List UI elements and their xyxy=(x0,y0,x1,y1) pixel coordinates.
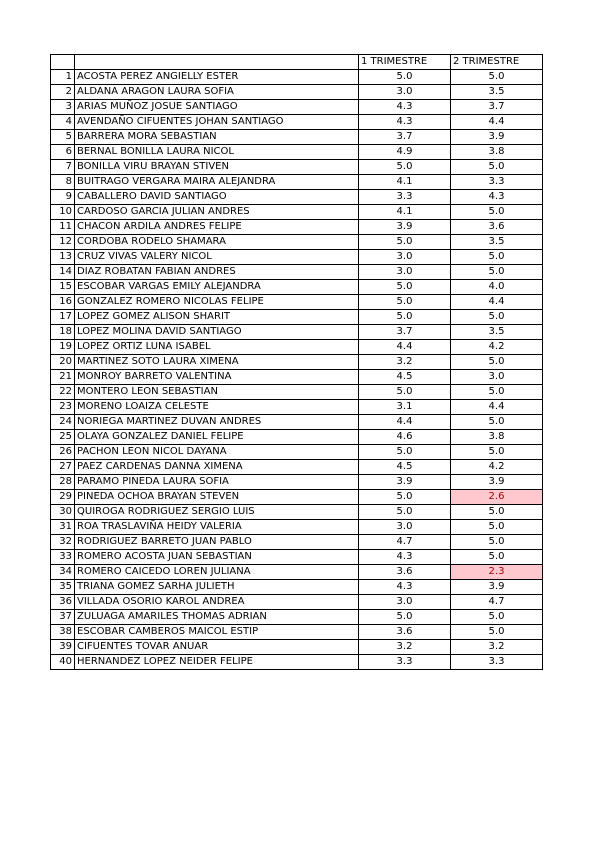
student-name-cell[interactable]: TRIANA GOMEZ SARHA JULIETH xyxy=(75,580,359,595)
trimestre-2-grade-cell[interactable]: 4.2 xyxy=(451,460,543,475)
header-cell-trimestre-2[interactable]: 2 TRIMESTRE xyxy=(451,55,543,70)
trimestre-1-grade-cell[interactable]: 3.7 xyxy=(359,325,451,340)
trimestre-2-grade-cell[interactable]: 5.0 xyxy=(451,445,543,460)
table-row xyxy=(51,475,543,490)
student-name-cell[interactable]: ZULUAGA AMARILES THOMAS ADRIAN xyxy=(75,610,359,625)
trimestre-2-grade-cell[interactable]: 5.0 xyxy=(451,385,543,400)
trimestre-1-grade-cell[interactable]: 3.2 xyxy=(359,355,451,370)
trimestre-1-grade-cell[interactable]: 5.0 xyxy=(359,235,451,250)
trimestre-2-grade-cell[interactable]: 4.3 xyxy=(451,190,543,205)
trimestre-1-grade-cell[interactable]: 3.2 xyxy=(359,640,451,655)
trimestre-1-grade-cell[interactable]: 3.6 xyxy=(359,565,451,580)
row-number-cell[interactable]: 15 xyxy=(51,280,75,295)
table-row xyxy=(51,400,543,415)
row-number-cell[interactable]: 33 xyxy=(51,550,75,565)
row-number-cell[interactable]: 35 xyxy=(51,580,75,595)
trimestre-2-grade-cell[interactable]: 3.2 xyxy=(451,640,543,655)
row-number-cell[interactable]: 34 xyxy=(51,565,75,580)
table-row xyxy=(51,640,543,655)
trimestre-1-grade-cell[interactable]: 4.3 xyxy=(359,115,451,130)
student-name-cell[interactable]: MONROY BARRETO VALENTINA xyxy=(75,370,359,385)
row-number-cell[interactable]: 21 xyxy=(51,370,75,385)
table-row xyxy=(51,130,543,145)
row-number-cell[interactable]: 7 xyxy=(51,160,75,175)
trimestre-2-grade-cell[interactable]: 4.7 xyxy=(451,595,543,610)
trimestre-2-grade-cell[interactable]: 3.8 xyxy=(451,145,543,160)
trimestre-1-grade-cell[interactable]: 5.0 xyxy=(359,310,451,325)
student-name-cell[interactable]: ALDANA ARAGON LAURA SOFIA xyxy=(75,85,359,100)
table-row xyxy=(51,595,543,610)
trimestre-1-grade-cell[interactable]: 3.0 xyxy=(359,250,451,265)
row-number-cell[interactable]: 18 xyxy=(51,325,75,340)
trimestre-1-grade-cell[interactable]: 5.0 xyxy=(359,610,451,625)
student-name-cell[interactable]: HERNANDEZ LOPEZ NEIDER FELIPE xyxy=(75,655,359,670)
trimestre-2-grade-cell[interactable]: 3.9 xyxy=(451,130,543,145)
trimestre-1-grade-cell[interactable]: 3.0 xyxy=(359,520,451,535)
table-row xyxy=(51,310,543,325)
trimestre-2-grade-cell[interactable]: 4.0 xyxy=(451,280,543,295)
trimestre-1-grade-cell[interactable]: 3.0 xyxy=(359,85,451,100)
table-row xyxy=(51,535,543,550)
trimestre-2-grade-cell[interactable]: 3.3 xyxy=(451,175,543,190)
row-number-cell[interactable]: 20 xyxy=(51,355,75,370)
trimestre-1-grade-cell[interactable]: 4.5 xyxy=(359,370,451,385)
row-number-cell[interactable]: 1 xyxy=(51,70,75,85)
trimestre-1-grade-cell[interactable]: 4.9 xyxy=(359,145,451,160)
row-number-cell[interactable]: 2 xyxy=(51,85,75,100)
table-row xyxy=(51,625,543,640)
table-row xyxy=(51,460,543,475)
table-row xyxy=(51,205,543,220)
header-cell-trimestre-1[interactable]: 1 TRIMESTRE xyxy=(359,55,451,70)
student-name-cell[interactable]: ARIAS MUÑOZ JOSUE SANTIAGO xyxy=(75,100,359,115)
student-name-cell[interactable]: ESCOBAR VARGAS EMILY ALEJANDRA xyxy=(75,280,359,295)
trimestre-1-grade-cell[interactable]: 4.4 xyxy=(359,415,451,430)
student-name-cell[interactable]: PARAMO PINEDA LAURA SOFIA xyxy=(75,475,359,490)
student-name-cell[interactable]: CORDOBA RODELO SHAMARA xyxy=(75,235,359,250)
table-row xyxy=(51,115,543,130)
trimestre-2-grade-cell[interactable]: 4.2 xyxy=(451,340,543,355)
trimestre-1-grade-cell[interactable]: 5.0 xyxy=(359,490,451,505)
table-row xyxy=(51,280,543,295)
trimestre-2-grade-cell[interactable]: 3.8 xyxy=(451,430,543,445)
table-row xyxy=(51,145,543,160)
row-number-cell[interactable]: 13 xyxy=(51,250,75,265)
trimestre-1-grade-cell[interactable]: 3.9 xyxy=(359,475,451,490)
table-row xyxy=(51,610,543,625)
header-row xyxy=(51,55,543,70)
student-name-cell[interactable]: PACHON LEON NICOL DAYANA xyxy=(75,445,359,460)
trimestre-1-grade-cell[interactable]: 5.0 xyxy=(359,385,451,400)
trimestre-2-grade-cell[interactable]: 3.9 xyxy=(451,580,543,595)
trimestre-1-grade-cell[interactable]: 4.6 xyxy=(359,430,451,445)
trimestre-2-grade-cell[interactable]: 3.6 xyxy=(451,220,543,235)
trimestre-1-grade-cell[interactable]: 4.4 xyxy=(359,340,451,355)
trimestre-2-grade-cell[interactable]: 3.7 xyxy=(451,100,543,115)
trimestre-2-grade-cell[interactable]: 5.0 xyxy=(451,610,543,625)
table-row xyxy=(51,220,543,235)
table-row xyxy=(51,655,543,670)
student-name-cell[interactable]: MORENO LOAIZA CELESTE xyxy=(75,400,359,415)
table-row xyxy=(51,505,543,520)
row-number-cell[interactable]: 24 xyxy=(51,415,75,430)
student-name-cell[interactable]: AVENDAÑO CIFUENTES JOHAN SANTIAGO xyxy=(75,115,359,130)
student-name-cell[interactable]: QUIROGA RODRIGUEZ SERGIO LUIS xyxy=(75,505,359,520)
trimestre-1-grade-cell[interactable]: 4.1 xyxy=(359,175,451,190)
row-number-cell[interactable]: 32 xyxy=(51,535,75,550)
trimestre-2-grade-cell[interactable]: 3.3 xyxy=(451,655,543,670)
trimestre-1-grade-cell[interactable]: 5.0 xyxy=(359,280,451,295)
trimestre-2-grade-cell[interactable]: 3.0 xyxy=(451,370,543,385)
table-row xyxy=(51,565,543,580)
trimestre-1-grade-cell[interactable]: 5.0 xyxy=(359,295,451,310)
table-row xyxy=(51,70,543,85)
trimestre-1-grade-cell[interactable]: 4.7 xyxy=(359,535,451,550)
trimestre-2-grade-cell[interactable]: 5.0 xyxy=(451,520,543,535)
trimestre-2-grade-cell[interactable]: 4.4 xyxy=(451,400,543,415)
student-name-cell[interactable]: VILLADA OSORIO KAROL ANDREA xyxy=(75,595,359,610)
row-number-cell[interactable]: 14 xyxy=(51,265,75,280)
student-name-cell[interactable]: LOPEZ ORTIZ LUNA ISABEL xyxy=(75,340,359,355)
row-number-cell[interactable]: 22 xyxy=(51,385,75,400)
row-number-cell[interactable]: 23 xyxy=(51,400,75,415)
table-row xyxy=(51,190,543,205)
grades-table-body xyxy=(51,55,543,670)
row-number-cell[interactable]: 28 xyxy=(51,475,75,490)
table-row xyxy=(51,430,543,445)
row-number-cell[interactable]: 30 xyxy=(51,505,75,520)
trimestre-2-grade-cell[interactable]: 5.0 xyxy=(451,205,543,220)
trimestre-2-grade-cell[interactable]: 3.5 xyxy=(451,85,543,100)
row-number-cell[interactable]: 29 xyxy=(51,490,75,505)
table-row xyxy=(51,370,543,385)
trimestre-2-grade-cell[interactable]: 5.0 xyxy=(451,250,543,265)
trimestre-2-grade-cell[interactable]: 5.0 xyxy=(451,70,543,85)
table-row xyxy=(51,85,543,100)
trimestre-2-grade-cell[interactable]: 3.9 xyxy=(451,475,543,490)
row-number-cell[interactable]: 3 xyxy=(51,100,75,115)
trimestre-1-grade-cell[interactable]: 4.3 xyxy=(359,100,451,115)
student-name-cell[interactable]: BUITRAGO VERGARA MAIRA ALEJANDRA xyxy=(75,175,359,190)
table-row xyxy=(51,415,543,430)
row-number-cell[interactable]: 9 xyxy=(51,190,75,205)
trimestre-1-grade-cell[interactable]: 3.6 xyxy=(359,625,451,640)
table-row xyxy=(51,385,543,400)
row-number-cell[interactable]: 8 xyxy=(51,175,75,190)
trimestre-1-grade-cell[interactable]: 3.3 xyxy=(359,190,451,205)
trimestre-1-grade-cell[interactable]: 3.7 xyxy=(359,130,451,145)
row-number-cell[interactable]: 36 xyxy=(51,595,75,610)
trimestre-1-grade-cell[interactable]: 5.0 xyxy=(359,70,451,85)
trimestre-2-grade-cell[interactable]: 5.0 xyxy=(451,535,543,550)
row-number-cell[interactable]: 37 xyxy=(51,610,75,625)
trimestre-1-grade-cell[interactable]: 3.9 xyxy=(359,220,451,235)
row-number-cell[interactable]: 38 xyxy=(51,625,75,640)
student-name-cell[interactable]: MONTERO LEON SEBASTIAN xyxy=(75,385,359,400)
row-number-cell[interactable]: 10 xyxy=(51,205,75,220)
trimestre-1-grade-cell[interactable]: 4.3 xyxy=(359,550,451,565)
row-number-cell[interactable]: 17 xyxy=(51,310,75,325)
trimestre-1-grade-cell[interactable]: 5.0 xyxy=(359,445,451,460)
trimestre-2-grade-cell[interactable]: 2.3 xyxy=(451,565,543,580)
row-number-cell[interactable]: 12 xyxy=(51,235,75,250)
table-row xyxy=(51,100,543,115)
trimestre-1-grade-cell[interactable]: 3.1 xyxy=(359,400,451,415)
table-row xyxy=(51,355,543,370)
table-row xyxy=(51,235,543,250)
row-number-cell[interactable]: 16 xyxy=(51,295,75,310)
student-name-cell[interactable]: BARRERA MORA SEBASTIAN xyxy=(75,130,359,145)
student-name-cell[interactable]: RODRIGUEZ BARRETO JUAN PABLO xyxy=(75,535,359,550)
student-name-cell[interactable]: DIAZ ROBATAN FABIAN ANDRES xyxy=(75,265,359,280)
trimestre-1-grade-cell[interactable]: 5.0 xyxy=(359,505,451,520)
student-name-cell[interactable]: NORIEGA MARTINEZ DUVAN ANDRES xyxy=(75,415,359,430)
student-name-cell[interactable]: ROA TRASLAVIÑA HEIDY VALERIA xyxy=(75,520,359,535)
row-number-cell[interactable]: 11 xyxy=(51,220,75,235)
student-name-cell[interactable]: ROMERO ACOSTA JUAN SEBASTIAN xyxy=(75,550,359,565)
student-name-cell[interactable]: CIFUENTES TOVAR ANUAR xyxy=(75,640,359,655)
table-row xyxy=(51,325,543,340)
trimestre-2-grade-cell[interactable]: 5.0 xyxy=(451,355,543,370)
trimestre-2-grade-cell[interactable]: 3.5 xyxy=(451,325,543,340)
trimestre-2-grade-cell[interactable]: 5.0 xyxy=(451,505,543,520)
table-row xyxy=(51,250,543,265)
trimestre-2-grade-cell[interactable]: 2.6 xyxy=(451,490,543,505)
table-row xyxy=(51,265,543,280)
row-number-cell[interactable]: 27 xyxy=(51,460,75,475)
trimestre-2-grade-cell[interactable]: 5.0 xyxy=(451,265,543,280)
row-number-cell[interactable]: 19 xyxy=(51,340,75,355)
trimestre-2-grade-cell[interactable]: 3.5 xyxy=(451,235,543,250)
table-row xyxy=(51,490,543,505)
student-name-cell[interactable]: GONZALEZ ROMERO NICOLAS FELIPE xyxy=(75,295,359,310)
trimestre-2-grade-cell[interactable]: 4.4 xyxy=(451,295,543,310)
table-row xyxy=(51,160,543,175)
row-number-cell[interactable]: 26 xyxy=(51,445,75,460)
trimestre-1-grade-cell[interactable]: 3.3 xyxy=(359,655,451,670)
trimestre-2-grade-cell[interactable]: 5.0 xyxy=(451,160,543,175)
student-name-cell[interactable]: CARDOSO GARCIA JULIAN ANDRES xyxy=(75,205,359,220)
row-number-cell[interactable]: 39 xyxy=(51,640,75,655)
trimestre-2-grade-cell[interactable]: 5.0 xyxy=(451,415,543,430)
row-number-cell[interactable]: 6 xyxy=(51,145,75,160)
header-cell-number[interactable] xyxy=(51,55,75,70)
student-name-cell[interactable]: CRUZ VIVAS VALERY NICOL xyxy=(75,250,359,265)
student-name-cell[interactable]: PINEDA OCHOA BRAYAN STEVEN xyxy=(75,490,359,505)
student-name-cell[interactable]: ACOSTA PEREZ ANGIELLY ESTER xyxy=(75,70,359,85)
trimestre-1-grade-cell[interactable]: 3.0 xyxy=(359,595,451,610)
table-row xyxy=(51,520,543,535)
row-number-cell[interactable]: 31 xyxy=(51,520,75,535)
student-name-cell[interactable]: ESCOBAR CAMBEROS MAICOL ESTIP xyxy=(75,625,359,640)
trimestre-1-grade-cell[interactable]: 4.1 xyxy=(359,205,451,220)
trimestre-2-grade-cell[interactable]: 4.4 xyxy=(451,115,543,130)
header-cell-name[interactable] xyxy=(75,55,359,70)
grades-table xyxy=(50,54,543,670)
trimestre-2-grade-cell[interactable]: 5.0 xyxy=(451,550,543,565)
student-name-cell[interactable]: MARTINEZ SOTO LAURA XIMENA xyxy=(75,355,359,370)
table-row xyxy=(51,175,543,190)
row-number-cell[interactable]: 4 xyxy=(51,115,75,130)
table-row xyxy=(51,295,543,310)
student-name-cell[interactable]: ROMERO CAICEDO LOREN JULIANA xyxy=(75,565,359,580)
student-name-cell[interactable]: LOPEZ MOLINA DAVID SANTIAGO xyxy=(75,325,359,340)
table-row xyxy=(51,550,543,565)
table-row xyxy=(51,445,543,460)
row-number-cell[interactable]: 25 xyxy=(51,430,75,445)
student-name-cell[interactable]: CABALLERO DAVID SANTIAGO xyxy=(75,190,359,205)
student-name-cell[interactable]: OLAYA GONZALEZ DANIEL FELIPE xyxy=(75,430,359,445)
student-name-cell[interactable]: BONILLA VIRU BRAYAN STIVEN xyxy=(75,160,359,175)
table-row xyxy=(51,580,543,595)
student-name-cell[interactable]: BERNAL BONILLA LAURA NICOL xyxy=(75,145,359,160)
trimestre-1-grade-cell[interactable]: 5.0 xyxy=(359,160,451,175)
trimestre-1-grade-cell[interactable]: 4.5 xyxy=(359,460,451,475)
table-row xyxy=(51,340,543,355)
trimestre-1-grade-cell[interactable]: 3.0 xyxy=(359,265,451,280)
row-number-cell[interactable]: 40 xyxy=(51,655,75,670)
trimestre-2-grade-cell[interactable]: 5.0 xyxy=(451,625,543,640)
trimestre-2-grade-cell[interactable]: 5.0 xyxy=(451,310,543,325)
trimestre-1-grade-cell[interactable]: 4.3 xyxy=(359,580,451,595)
student-name-cell[interactable]: CHACON ARDILA ANDRES FELIPE xyxy=(75,220,359,235)
student-name-cell[interactable]: LOPEZ GOMEZ ALISON SHARIT xyxy=(75,310,359,325)
student-name-cell[interactable]: PAEZ CARDENAS DANNA XIMENA xyxy=(75,460,359,475)
row-number-cell[interactable]: 5 xyxy=(51,130,75,145)
